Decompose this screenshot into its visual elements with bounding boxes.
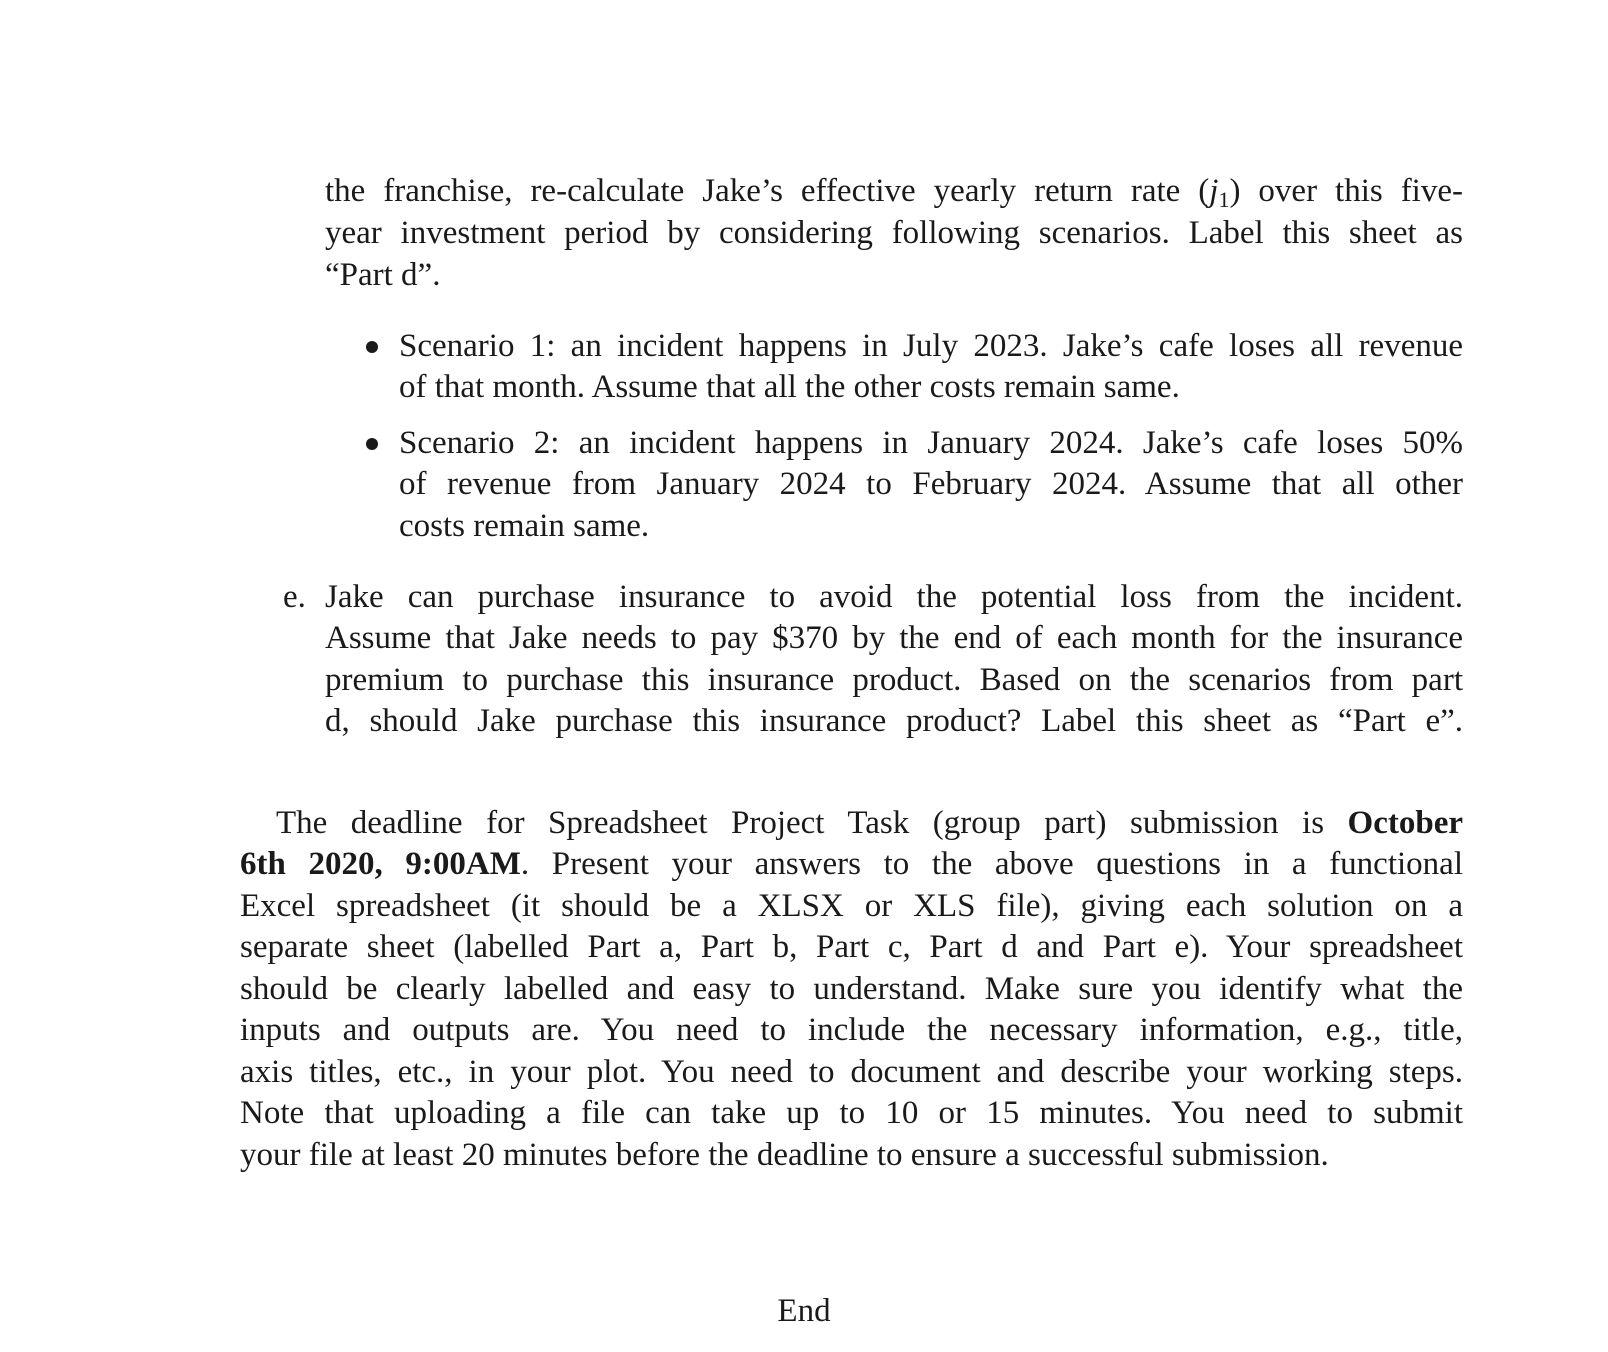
part-d-line-3: “Part d”. — [325, 257, 441, 293]
scenario-1-line-2: of that month. Assume that all the other costs remain same. — [399, 369, 1180, 405]
deadline-line-2 — [240, 843, 1463, 885]
deadline-line-4: separate sheet (labelled Part a, Part b, Part c, Part d and Part e). Your spreadsheet — [240, 929, 1463, 965]
end-label: End — [777, 1293, 831, 1329]
part-e-line-1: Jake can purchase insurance to avoid the potential loss from the incident. — [325, 579, 1463, 615]
deadline-line-6: inputs and outputs are. You need to include the necessary information, e.g., title, — [240, 1012, 1463, 1048]
part-e-line-3: premium to purchase this insurance product. Based on the scenarios from part — [325, 662, 1463, 698]
scenario-2-line-2: of revenue from January 2024 to February 2024. Assume that all other — [399, 466, 1463, 502]
bullet-icon — [366, 341, 378, 353]
deadline-line-2-text: . Present your answers to the above questions in a functional — [520, 846, 1463, 882]
deadline-line-1 — [276, 802, 1463, 844]
scenario-2-line-1: Scenario 2: an incident happens in January 2024. Jake’s cafe loses 50% — [399, 425, 1463, 461]
deadline-line-7: axis titles, etc., in your plot. You need to document and describe your working steps. — [240, 1054, 1463, 1090]
math-j-variable: j — [1209, 173, 1219, 209]
part-e-line-2: Assume that Jake needs to pay $370 by the end of each month for the insurance — [325, 620, 1463, 656]
deadline-line-5: should be clearly labelled and easy to understand. Make sure you identify what the — [240, 971, 1463, 1007]
part-d-line-2: year investment period by considering following scenarios. Label this sheet as — [325, 215, 1463, 251]
part-d-line-1-tail: ) over this five- — [1229, 173, 1463, 209]
deadline-line-8: Note that uploading a file can take up to 10 or 15 minutes. You need to submit — [240, 1095, 1463, 1131]
part-e-line-4: d, should Jake purchase this insurance product? Label this sheet as “Part e”. — [325, 703, 1463, 739]
deadline-date-month: October — [1347, 805, 1463, 841]
part-d-line-1-text: the franchise, re-calculate Jake’s effective yearly return rate ( — [325, 173, 1210, 209]
part-e-label: e. — [283, 579, 306, 615]
deadline-date-time: 6th 2020, 9:00AM — [240, 846, 521, 882]
deadline-line-1-text: The deadline for Spreadsheet Project Task (group part) submission is — [276, 805, 1325, 841]
deadline-line-9: your file at least 20 minutes before the deadline to ensure a successful submission. — [240, 1137, 1329, 1173]
math-subscript: 1 — [1218, 187, 1230, 212]
bullet-icon — [366, 438, 378, 450]
deadline-line-3: Excel spreadsheet (it should be a XLSX or XLS file), giving each solution on a — [240, 888, 1463, 924]
scenario-2-line-3: costs remain same. — [399, 508, 650, 544]
scenario-1-line-1: Scenario 1: an incident happens in July 2023. Jake’s cafe loses all revenue — [399, 328, 1463, 364]
